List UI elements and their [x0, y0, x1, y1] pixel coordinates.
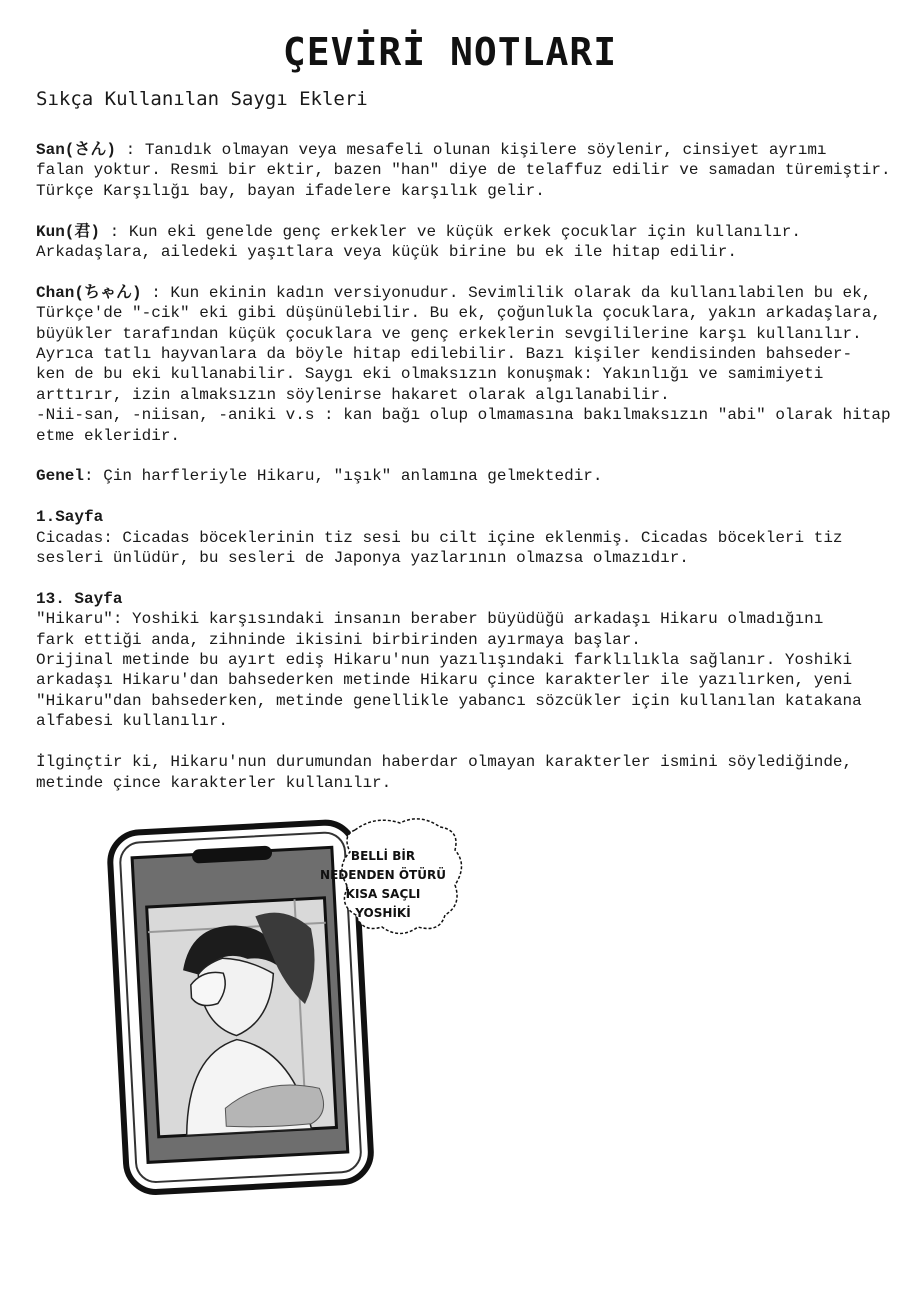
- page-title: ÇEVİRİ NOTLARI: [282, 30, 618, 74]
- section-subtitle: Sıkça Kullanılan Saygı Ekleri: [36, 88, 368, 110]
- term-san: San(さん): [36, 141, 117, 159]
- note-chan: Chan(ちゃん) : Kun ekinin kadın versiyonudur. Sevimlilik olarak da kullanılabilen bu ek, Türkçe'de "-cik" eki gibi düşünülebilir. Bu ek, çoğunlukla çocuklara, yakın arkadaşlara, büyükler tarafından küçük çocuklara ve genç erkeklerin sevgililerine karşı kullanılır. Ayrıca tatlı hayvanlara da böyle hitap edilebilir. Bazı kişiler kendisinden bahseder- ken de bu eki kullanabilir. Saygı eki olmaksızın konuşmak: Yakınlığı ve samimiyeti arttırır, izin almaksızın söylenirse hakaret olarak algılanabilir. -Nii-san, -niisan, -aniki v.s : kan bağı olup olmamasına bakılmaksızın "abi" olarak hitap etme ekleridir.: [36, 283, 891, 445]
- note-genel: Genel: Çin harfleriyle Hikaru, "ışık" anlamına gelmektedir.: [36, 467, 603, 486]
- speech-bubble-text: BELLİ BİR NEDENDEN ÖTÜRÜ KISA SAÇLI YOSHİKİ: [320, 849, 446, 920]
- term-chan: Chan(ちゃん): [36, 283, 142, 302]
- note-kun: Kun(君) : Kun eki genelde genç erkekler ve küçük erkek çocuklar için kullanılır. Arkadaşlara, ailedeki yaşıtlara veya küçük birine bu ek ile hitap edilir.: [36, 222, 801, 262]
- note-closing: İlginçtir ki, Hikaru'nun durumundan haberdar olmayan karakterler ismini söylediğinde, metinde çince karakterler kullanılır.: [36, 753, 853, 792]
- note-san: San(さん) : Tanıdık olmayan veya mesafeli olunan kişilere söylenir, cinsiyet ayrımı falan yoktur. Resmi bir ektir, bazen "han" diye de telaffuz edilir ve samadan türemiştir. Türkçe Karşılığı bay, bayan ifadelere karşılık gelir.: [36, 141, 891, 200]
- heading-page-13: 13. Sayfa: [36, 589, 123, 608]
- term-kun: Kun(君): [36, 222, 101, 241]
- term-genel: Genel: [36, 467, 85, 486]
- notes-body: [36, 140, 891, 813]
- heading-page-1: 1.Sayfa: [36, 508, 104, 527]
- note-page-13: 13. Sayfa "Hikaru": Yoshiki karşısındaki insanın beraber büyüdüğü arkadaşı Hikaru olmadığını fark ettiği anda, zihninde ikisini birbirinden ayırmaya başlar. Orijinal metinde bu ayırt ediş Hikaru'nun yazılışındaki farklılıkla sağlanır. Yoshiki arkadaşı Hikaru'dan bahsederken metinde Hikaru çince karakterler ile yazılırken, yeni "Hikaru"dan bahsederken, metinde genellikle yabancı sözcükler için kullanılan katakana alfabesi kullanılır.: [36, 589, 886, 732]
- note-page-1: 1.Sayfa Cicadas: Cicadas böceklerinin tiz sesi bu cilt içine eklenmiş. Cicadas böcekleri tiz sesleri ünlüdür, bu sesleri de Japonya yazlarının olmazsa olmazıdır.: [36, 507, 886, 568]
